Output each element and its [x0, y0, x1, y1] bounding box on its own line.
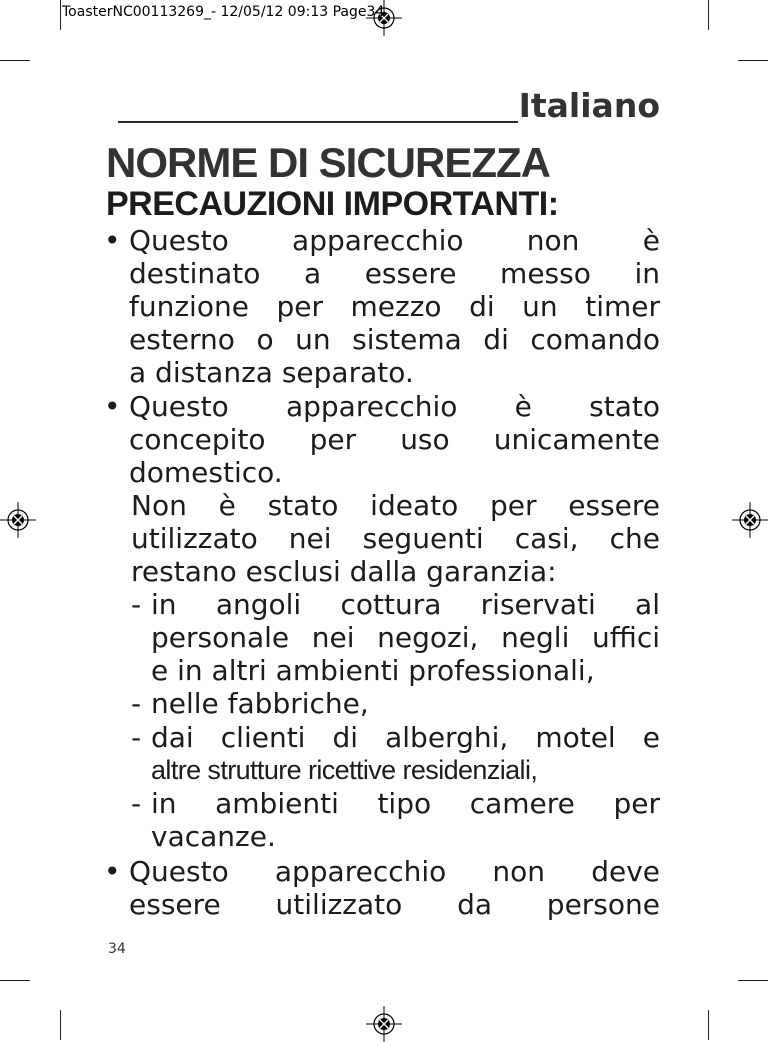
body-line: esterno o un sistema di comando	[129, 323, 660, 356]
dash-glyph: -	[131, 787, 142, 820]
dash-item-line: nelle fabbriche,	[151, 687, 369, 720]
bullet-glyph: •	[104, 390, 121, 423]
page-subtitle: PRECAUZIONI IMPORTANTI:	[106, 185, 559, 223]
registration-mark-icon	[366, 1006, 402, 1042]
bullet-glyph: •	[104, 855, 121, 888]
dash-item-line: altre strutture ricettive residenziali,	[151, 755, 538, 785]
page-title: NORME DI SICUREZZA	[106, 139, 550, 186]
dash-item-line: e in altri ambienti professionali,	[151, 654, 595, 687]
print-slug: ToasterNC00113269_- 12/05/12 09:13 Page34	[62, 4, 385, 20]
body-line: concepito per uso unicamente	[129, 423, 660, 456]
body-line: domestico.	[129, 456, 283, 489]
body-line: a distanza separato.	[129, 356, 414, 389]
crop-mark-bottom-right-h	[738, 980, 768, 981]
body-line: destinato a essere messo in	[129, 257, 660, 290]
crop-mark-bottom-right-v	[708, 1010, 709, 1040]
dash-item-line: in ambienti tipo camere per	[151, 787, 660, 820]
body-line: funzione per mezzo di un timer	[129, 290, 660, 323]
crop-mark-top-right-h	[738, 60, 768, 61]
dash-item-line: vacanze.	[151, 820, 276, 853]
paragraph-line: Non è stato ideato per essere	[131, 489, 660, 522]
crop-mark-top-left-h	[0, 60, 30, 61]
bullet-glyph: •	[104, 224, 121, 257]
body-line: Questo apparecchio non deve	[129, 855, 660, 888]
body-line: essere utilizzato da persone	[129, 888, 660, 921]
crop-mark-top-left-v	[60, 0, 61, 30]
dash-glyph: -	[131, 721, 142, 754]
registration-mark-icon	[732, 502, 768, 538]
crop-mark-bottom-left-h	[0, 980, 30, 981]
dash-item-line: dai clienti di alberghi, motel e	[151, 721, 660, 754]
dash-item-line: personale nei negozi, negli uffici	[151, 621, 660, 654]
body-line: Questo apparecchio non è	[129, 224, 660, 257]
dash-glyph: -	[131, 588, 142, 621]
crop-mark-bottom-left-v	[60, 1010, 61, 1040]
body-line: Questo apparecchio è stato	[129, 390, 660, 423]
registration-mark-icon	[0, 502, 36, 538]
language-rule	[118, 121, 518, 123]
paragraph-line: utilizzato nei seguenti casi, che	[131, 522, 660, 555]
paragraph-line: restano esclusi dalla garanzia:	[131, 555, 557, 588]
page-number: 34	[108, 941, 126, 957]
dash-item-line: in angoli cottura riservati al	[151, 588, 660, 621]
crop-mark-top-right-v	[708, 0, 709, 30]
dash-glyph: -	[131, 687, 142, 720]
language-label: Italiano	[518, 86, 660, 125]
